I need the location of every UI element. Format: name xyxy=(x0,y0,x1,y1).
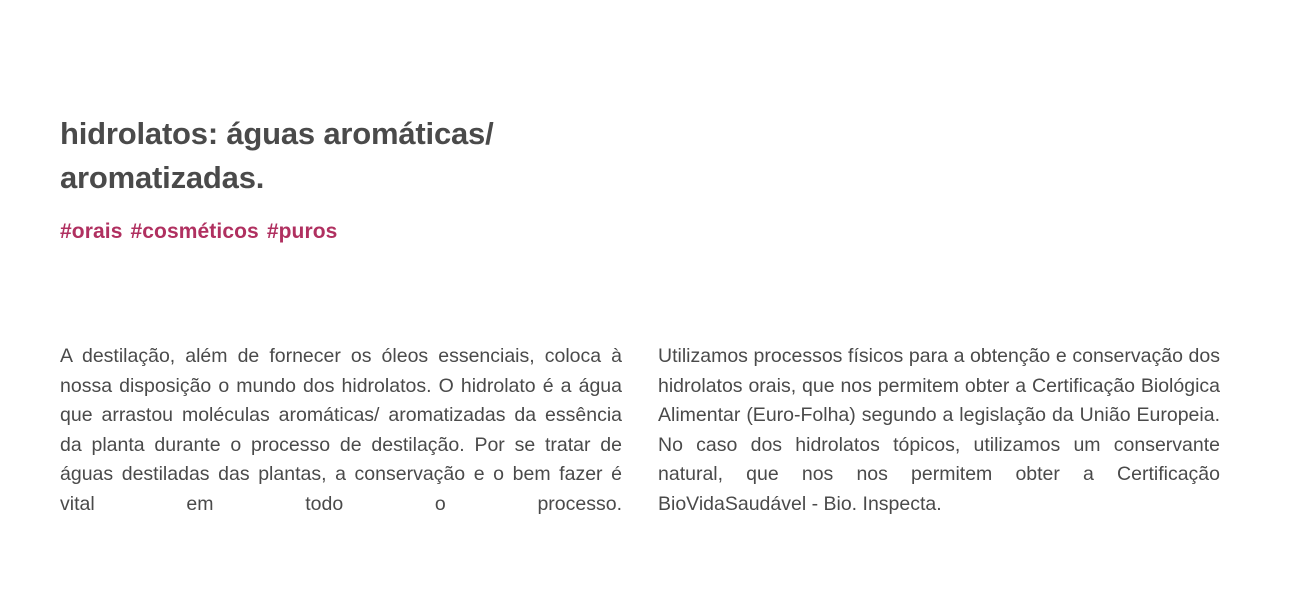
page-title: hidrolatos: águas aromáticas/ aromatizadas. xyxy=(60,116,494,195)
text-column-right xyxy=(658,342,1220,519)
tag-item[interactable]: #puros xyxy=(266,220,338,243)
text-column-left xyxy=(60,342,622,519)
paragraph-right: Utilizamos processos físicos para a obtenção e conservação dos hidrolatos orais, que nos permitem obter a Certificação Biológica Alimentar (Euro-Folha) segundo a legislação da União Europeia. No caso dos hidrolatos tópicos, utilizamos um conservante natural, que nos nos permitem obter a Certificação BioVidaSaudável - Bio. Inspecta. xyxy=(658,345,1220,515)
body-columns xyxy=(60,342,1236,519)
tag-list xyxy=(60,220,760,244)
tag-item[interactable]: #cosméticos xyxy=(130,220,259,243)
tag-item[interactable]: #orais xyxy=(60,220,123,243)
paragraph-left: A destilação, além de fornecer os óleos essenciais, coloca à nossa disposição o mundo dos hidrolatos. O hidrolato é a água que arrastou moléculas aromáticas/ aromatizadas da essência da planta durante o processo de destilação. Por se tratar de águas destiladas das plantas, a conservação e o bem fazer é vital em todo o processo. xyxy=(60,345,622,515)
header-block xyxy=(60,112,760,244)
